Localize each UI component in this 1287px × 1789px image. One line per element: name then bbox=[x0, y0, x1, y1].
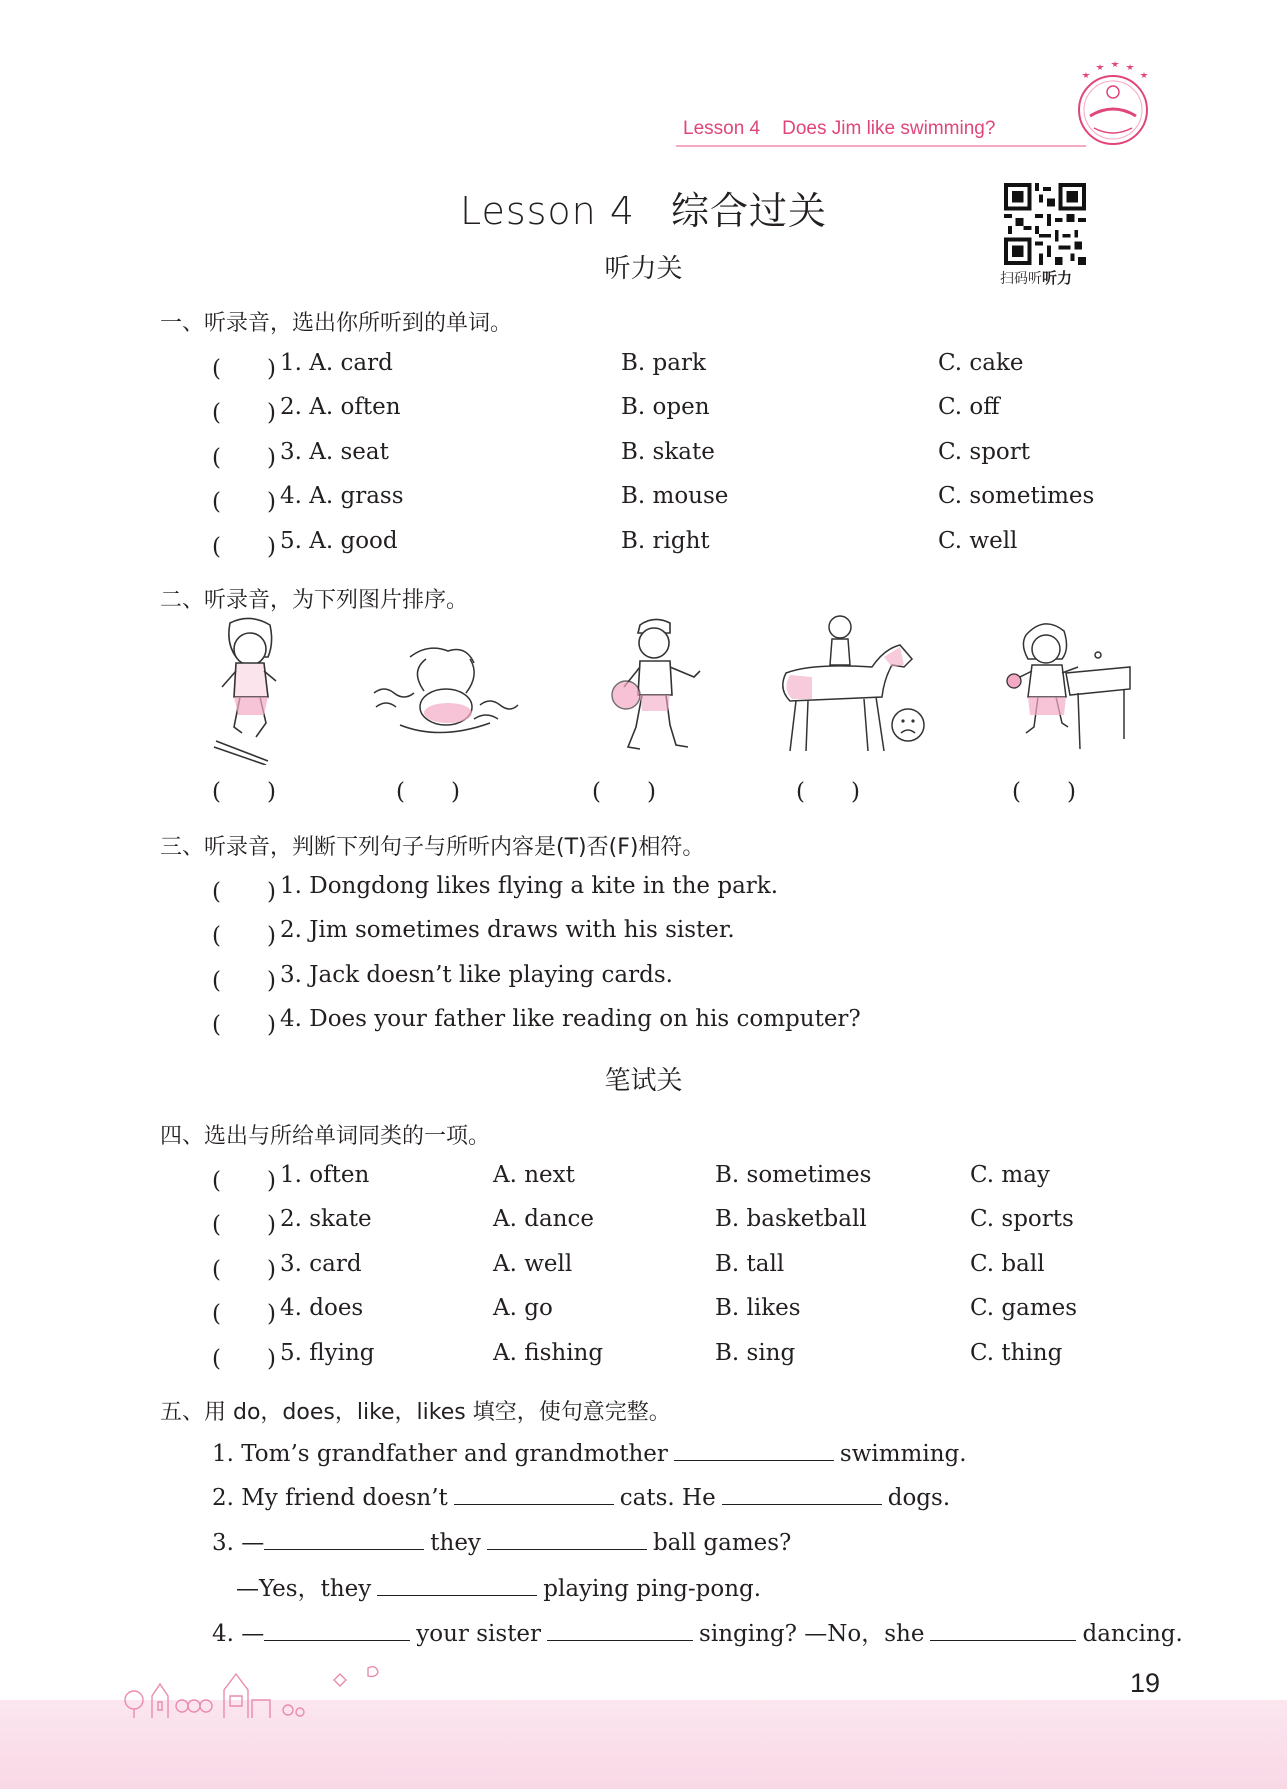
section-title-writing: 笔试关 bbox=[604, 1066, 683, 1096]
statement-text: 1. Dongdong likes flying a kite in the park. bbox=[280, 873, 779, 899]
answer-bracket[interactable]: ( ) bbox=[212, 356, 276, 382]
qr-caption: 扫码听听力 bbox=[1000, 269, 1073, 287]
option-c: C. games bbox=[970, 1295, 1078, 1321]
option-c: C. may bbox=[970, 1162, 1050, 1188]
answer-bracket[interactable]: ( ) bbox=[212, 1212, 276, 1238]
option-a: A. fishing bbox=[493, 1340, 604, 1366]
option-b: B. park bbox=[621, 350, 706, 376]
option-b: B. mouse bbox=[621, 483, 729, 509]
statement-text: 4. Does your father like reading on his computer? bbox=[280, 1006, 861, 1032]
option-b: B. skate bbox=[621, 439, 715, 465]
answer-bracket[interactable]: ( ) bbox=[212, 534, 276, 560]
section-title-listening: 听力关 bbox=[604, 254, 683, 284]
option-c: C. sport bbox=[938, 439, 1031, 465]
option-c: C. sports bbox=[970, 1206, 1074, 1232]
answer-bracket[interactable]: ( ) bbox=[212, 1168, 276, 1194]
picture-bracket[interactable]: ( ) bbox=[212, 779, 276, 805]
statement-text: 2. Jim sometimes draws with his sister. bbox=[280, 917, 735, 943]
answer-blank[interactable] bbox=[930, 1617, 1076, 1641]
answer-bracket[interactable]: ( ) bbox=[212, 1346, 276, 1372]
picture-bracket[interactable]: ( ) bbox=[1012, 779, 1076, 805]
publisher-logo-icon bbox=[1070, 58, 1156, 154]
option-a: A. well bbox=[493, 1251, 573, 1277]
answer-blank[interactable] bbox=[264, 1526, 424, 1550]
town-decoration-icon bbox=[120, 1660, 380, 1718]
q4-heading: 四、选出与所给单词同类的一项。 bbox=[160, 1124, 491, 1149]
option-b: B. likes bbox=[715, 1295, 801, 1321]
girl-skating-icon bbox=[212, 615, 312, 765]
q5-sentence-4: 4. — your sister singing? —No，she dancing. bbox=[212, 1615, 1183, 1648]
given-word: 2. skate bbox=[280, 1206, 372, 1232]
answer-blank[interactable] bbox=[487, 1526, 647, 1550]
boy-basketball-icon bbox=[604, 615, 714, 765]
q5-sentence-3-answer: —Yes，they playing ping-pong. bbox=[236, 1570, 761, 1603]
option-b: B. sing bbox=[715, 1340, 796, 1366]
option-b: B. sometimes bbox=[715, 1162, 872, 1188]
option-c: C. well bbox=[938, 528, 1018, 554]
answer-blank[interactable] bbox=[264, 1617, 410, 1641]
answer-blank[interactable] bbox=[674, 1437, 834, 1461]
option-a: A. go bbox=[493, 1295, 553, 1321]
q1-heading: 一、听录音，选出你所听到的单词。 bbox=[160, 311, 513, 336]
answer-bracket[interactable]: ( ) bbox=[212, 400, 276, 426]
option-c: C. off bbox=[938, 394, 1000, 420]
girl-swimming-icon bbox=[370, 615, 520, 765]
q3-heading: 三、听录音，判断下列句子与所听内容是(T)否(F)相符。 bbox=[160, 835, 705, 860]
option-a: A. next bbox=[493, 1162, 575, 1188]
option-c: C. thing bbox=[970, 1340, 1063, 1366]
answer-blank[interactable] bbox=[454, 1481, 614, 1505]
answer-bracket[interactable]: ( ) bbox=[212, 445, 276, 471]
given-word: 4. does bbox=[280, 1295, 364, 1321]
q5-heading: 五、用 do，does，like，likes 填空，使句意完整。 bbox=[160, 1400, 671, 1425]
option-a: 4. A. grass bbox=[280, 483, 404, 509]
option-a: 1. A. card bbox=[280, 350, 393, 376]
option-a: 3. A. seat bbox=[280, 439, 389, 465]
q5-sentence-2: 2. My friend doesn’t cats. He dogs. bbox=[212, 1481, 950, 1511]
page-number: 19 bbox=[1130, 1668, 1161, 1698]
picture-bracket[interactable]: ( ) bbox=[396, 779, 460, 805]
q5-sentence-3: 3. — they ball games? bbox=[212, 1526, 791, 1556]
option-c: C. ball bbox=[970, 1251, 1045, 1277]
option-b: B. open bbox=[621, 394, 710, 420]
option-b: B. basketball bbox=[715, 1206, 867, 1232]
given-word: 3. card bbox=[280, 1251, 362, 1277]
option-c: C. sometimes bbox=[938, 483, 1095, 509]
answer-bracket[interactable]: ( ) bbox=[212, 968, 276, 994]
given-word: 1. often bbox=[280, 1162, 370, 1188]
option-c: C. cake bbox=[938, 350, 1024, 376]
answer-bracket[interactable]: ( ) bbox=[212, 1257, 276, 1283]
running-header bbox=[683, 118, 995, 140]
statement-text: 3. Jack doesn’t like playing cards. bbox=[280, 962, 673, 988]
q5-sentence-1: 1. Tom’s grandfather and grandmother swimming. bbox=[212, 1437, 967, 1467]
q2-heading: 二、听录音，为下列图片排序。 bbox=[160, 588, 469, 613]
header-lesson: Lesson 4 bbox=[683, 118, 761, 139]
page-title bbox=[0, 180, 1287, 235]
option-a: 5. A. good bbox=[280, 528, 398, 554]
answer-bracket[interactable]: ( ) bbox=[212, 1301, 276, 1327]
answer-blank[interactable] bbox=[722, 1481, 882, 1505]
option-a: A. dance bbox=[493, 1206, 594, 1232]
option-b: B. right bbox=[621, 528, 710, 554]
given-word: 5. flying bbox=[280, 1340, 375, 1366]
answer-blank[interactable] bbox=[377, 1572, 537, 1596]
answer-bracket[interactable]: ( ) bbox=[212, 923, 276, 949]
girl-ping-pong-icon bbox=[1006, 615, 1136, 765]
title-lesson: Lesson 4 bbox=[459, 189, 636, 233]
picture-bracket[interactable]: ( ) bbox=[796, 779, 860, 805]
title-name: 综合过关 bbox=[671, 189, 828, 233]
header-rule bbox=[676, 145, 1086, 147]
header-subtitle: Does Jim like swimming? bbox=[782, 118, 996, 139]
answer-blank[interactable] bbox=[547, 1617, 693, 1641]
option-a: 2. A. often bbox=[280, 394, 401, 420]
picture-bracket[interactable]: ( ) bbox=[592, 779, 656, 805]
answer-bracket[interactable]: ( ) bbox=[212, 1012, 276, 1038]
answer-bracket[interactable]: ( ) bbox=[212, 489, 276, 515]
option-b: B. tall bbox=[715, 1251, 785, 1277]
answer-bracket[interactable]: ( ) bbox=[212, 879, 276, 905]
boy-riding-horse-icon bbox=[772, 615, 928, 765]
